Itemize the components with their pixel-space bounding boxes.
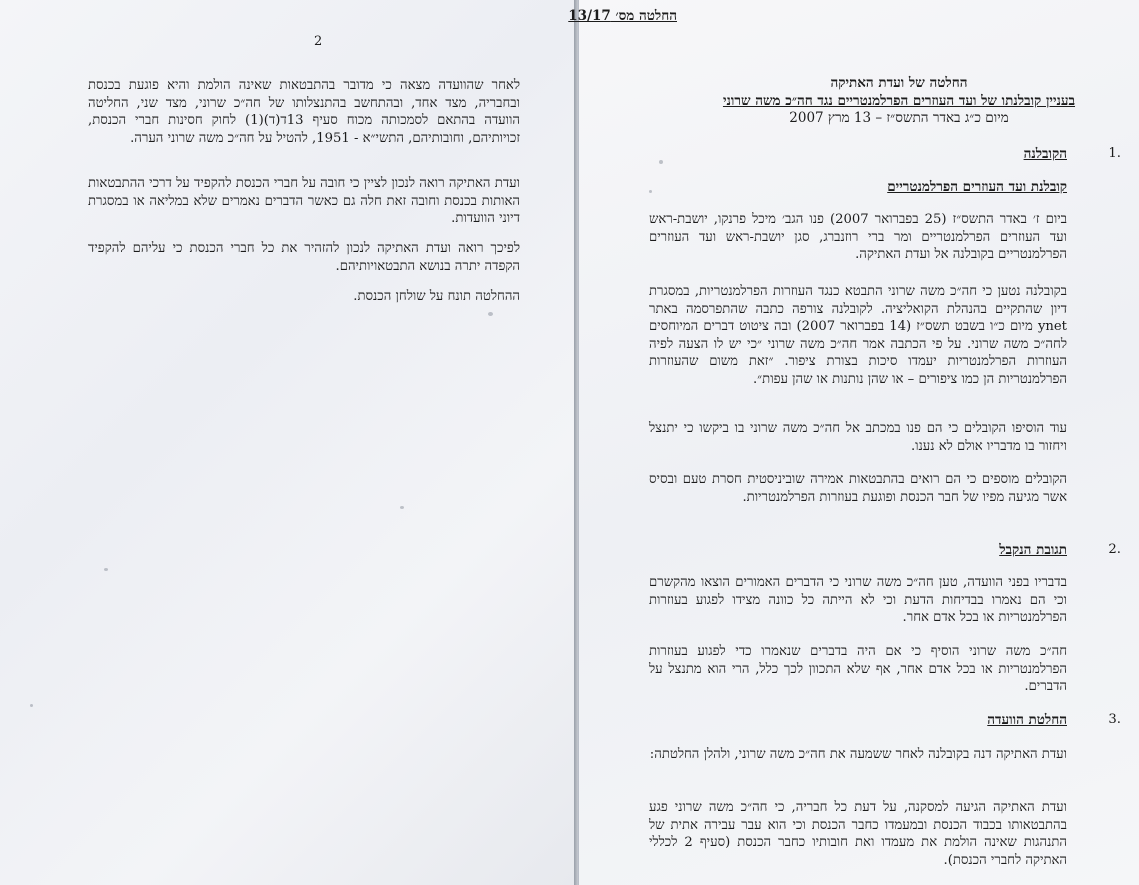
left-paragraph-3: לפיכך רואה ועדת האתיקה לנכון להזהיר את כל חברי הכנסת כי עליהם להקפיד הקפדה יתרה בנושא התבטאויותיהם. bbox=[88, 241, 520, 274]
scan-speck bbox=[104, 568, 108, 571]
section-1-paragraph-4: הקובלים מוספים כי הם רואים בהתבטאות אמירה שוביניסטית חסרת טעם ובסיס אשר מגיעה מפיו של חבר הכנסת ופוגעת בעוזרות הפרלמנטריות. bbox=[649, 472, 1067, 505]
section-2-paragraph-2: חה״כ משה שרוני הוסיף כי אם היה בדברים שנאמרו כדי לפגוע בעוזרות הפרלמנטריות או בכל אדם אחר, אף שלא התכוון לכך כלל, הרי הוא מתנצל על הדברים. bbox=[649, 644, 1067, 695]
section-number-2: 2. bbox=[1108, 542, 1121, 557]
header-date: מיום כ״ג באדר התשס״ז – 13 מרץ 2007 bbox=[789, 110, 1009, 126]
section-2-paragraph-1: בדבריו בפני הוועדה, טען חה״כ משה שרוני כי הדברים האמורים הוצאו מהקשרם וכי הם נאמרו בבדיחות הדעת וכי לא הייתה כל כוונה מצידו לפגוע בעוזרות הפרלמנטריות או בכל אדם אחר. bbox=[649, 575, 1067, 626]
left-paragraph-4: ההחלטה תונח על שולחן הכנסת. bbox=[353, 289, 520, 304]
section-number-1: 1. bbox=[1108, 146, 1121, 161]
header-title: החלטה של ועדת האתיקה bbox=[830, 75, 968, 91]
section-title-3: החלטת הוועדה bbox=[987, 712, 1067, 728]
left-paragraph-1: לאחר שהוועדה מצאה כי מדובר בהתבטאות שאינה הולמת והיא פוגעת בכנסת ובחבריה, מצד אחד, ובהתחשב בהתנצלותו של חה״כ שרוני, מצד שני, החליטה הוועדה בהתאם לסמכותה מכוח סעיף 13ד(ד)(1) לחוק חסינות חברי הכנסת, זכויותיהם, וחובותיהם, התשי״א - 1951, להטיל על חה״כ משה שרוני הערה. bbox=[88, 78, 520, 146]
left-paragraph-2: ועדת האתיקה רואה לנכון לציין כי חובה על חברי הכנסת להקפיד על דרכי ההתבטאות האותות בכנסת וחובה זאת חלה גם כאשר הדברים נאמרים שלא במליאה או במסגרת דיוני הוועדות. bbox=[88, 176, 520, 227]
page-number: 2 bbox=[314, 34, 323, 49]
scan-speck bbox=[659, 160, 663, 164]
section-subtitle-1: קובלנת ועד העוזרים הפרלמנטריים bbox=[887, 179, 1067, 195]
scan-speck bbox=[649, 190, 652, 193]
header-subject: בעניין קובלנתו של ועד העוזרים הפרלמנטריים נגד חה״כ משה שרוני bbox=[722, 93, 1076, 109]
section-1-paragraph-3: עוד הוסיפו הקובלים כי הם פנו במכתב אל חה״כ משה שרוני בו ביקשו כי יתנצל ויחזור בו מדבריו אולם לא נענו. bbox=[649, 421, 1067, 454]
decision-number: החלטה מס׳ 13/17 bbox=[568, 8, 677, 24]
scan-speck bbox=[400, 506, 404, 509]
section-1-paragraph-1: ביום ז׳ באדר התשס״ז (25 בפברואר 2007) פנו הגב׳ מיכל פרנקו, יושבת-ראש ועד העוזרים הפרלמנטריים ומר ברי רוזנברג, סגן יושבת-ראש ועד העוזרים הפרלמנטריים בקובלנה אל ועדת האתיקה. bbox=[649, 212, 1068, 263]
section-title-2: תגובת הנקבל bbox=[999, 542, 1067, 558]
right-page bbox=[568, 0, 1139, 885]
section-3-paragraph-1: ועדת האתיקה דנה בקובלנה לאחר ששמעה את חה״כ משה שרוני, ולהלן החלטתה: bbox=[649, 747, 1067, 762]
scan-speck bbox=[30, 704, 33, 707]
section-title-1: הקובלנה bbox=[1023, 146, 1067, 162]
section-number-3: 3. bbox=[1108, 712, 1121, 727]
section-3-paragraph-2: ועדת האתיקה הגיעה למסקנה, על דעת כל חבריה, כי חה״כ משה שרוני פגע בהתבטאותו בכבוד הכנסת ובמעמדו כחבר הכנסת וכי הוא עבר עבירה אתית של התנהגות שאינה הולמת את מעמדו ואת חובותיו כחבר הכנסת (סעיף 2 לכללי האתיקה לחברי הכנסת). bbox=[649, 800, 1067, 868]
section-1-paragraph-2: בקובלנה נטען כי חה״כ משה שרוני התבטא כנגד העוזרות הפרלמנטריות, במסגרת דיון שהתקיים בהנהלת הקואליציה. לקובלנה צורפה כתבה שהתפרסמה באתר ynet מיום כ״ו בשבט תשס״ז (14 בפברואר 2007) ובה ציטוט דברים המיוחסים לחה״כ משה שרוני. על פי הכתבה אמר חה״כ משה שרוני ״כי יש לו הצעה לפיה העוזרות הפרלמנטריות יעמדו סיכות בצורת ציפור. ״זאת משום שהעוזרות הפרלמנטריות הן כמו ציפורים – או שהן נותנות או שהן עפות״. bbox=[649, 284, 1067, 387]
scan-speck bbox=[488, 312, 493, 316]
